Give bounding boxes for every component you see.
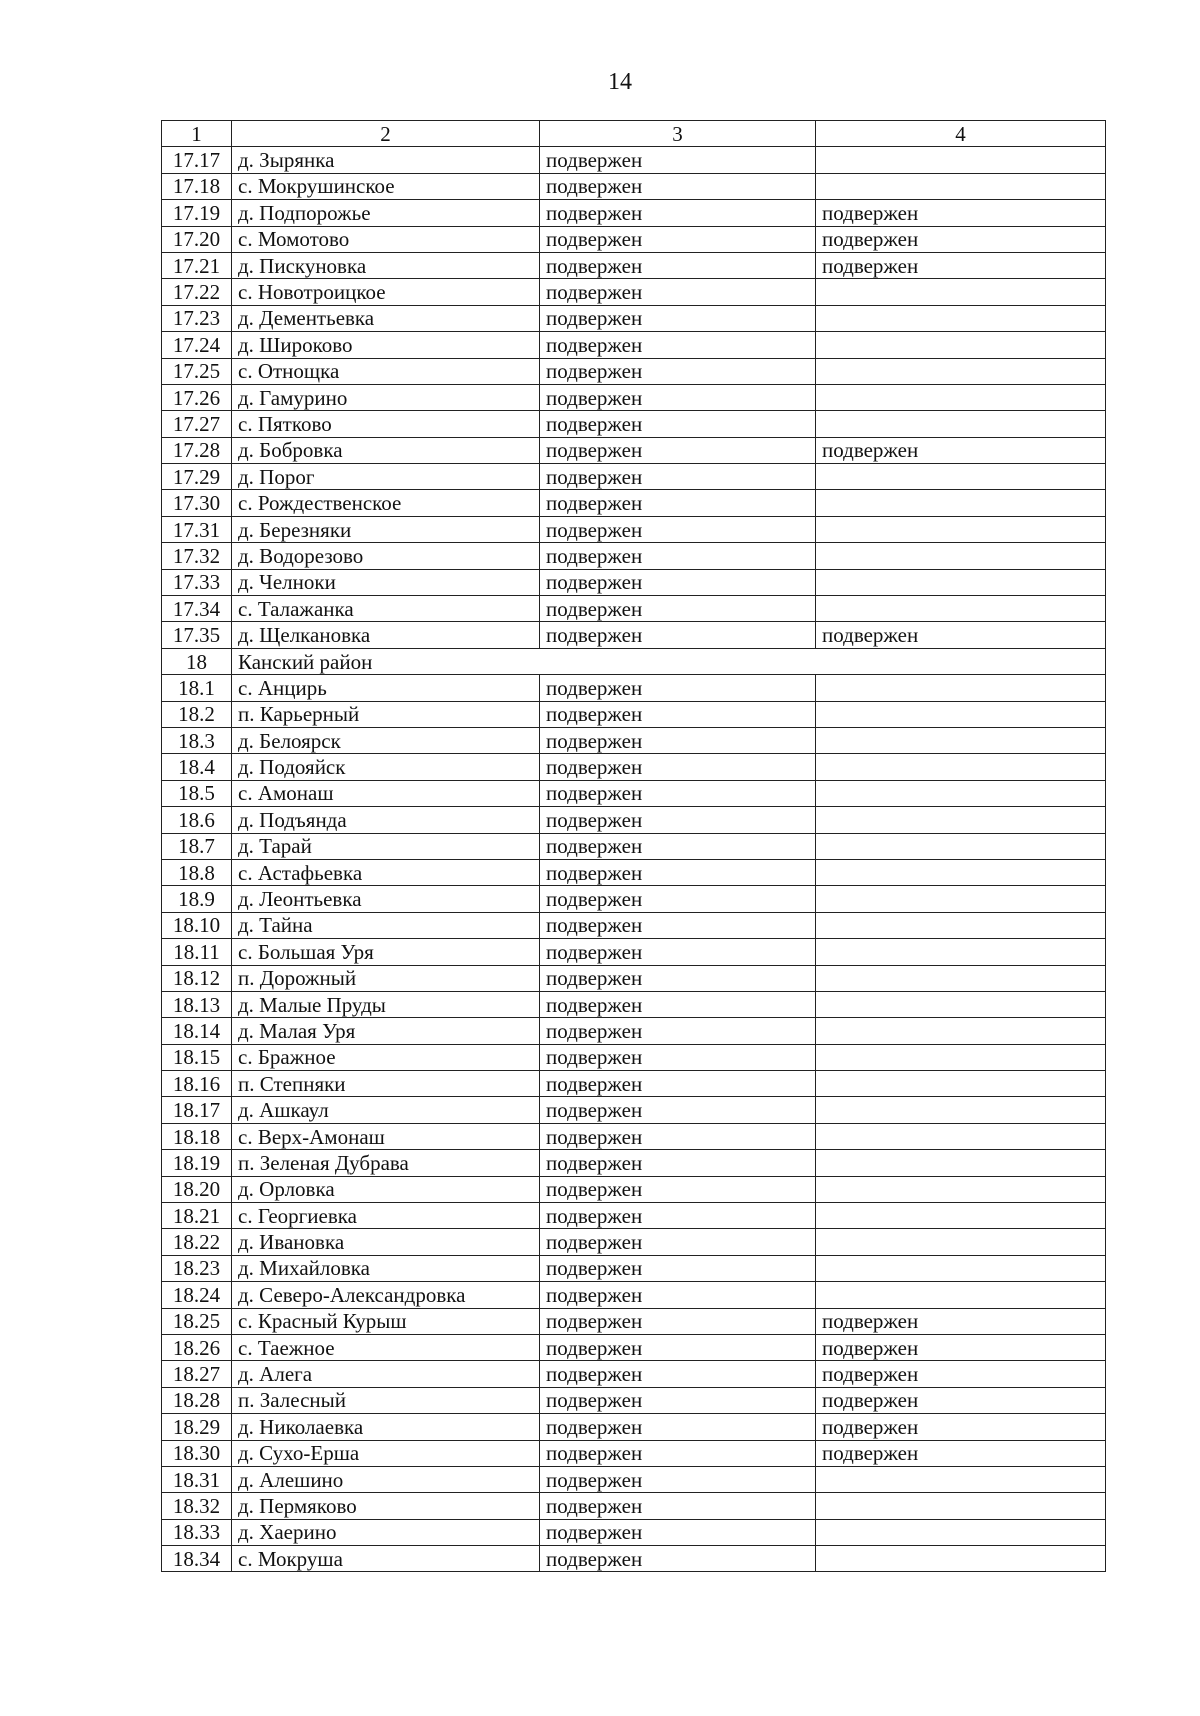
row-number-cell: 18.16 [162, 1071, 232, 1097]
column-3-cell: подвержен [540, 490, 816, 516]
column-4-cell [816, 965, 1106, 991]
column-3-cell: подвержен [540, 1414, 816, 1440]
column-4-cell [816, 543, 1106, 569]
table-row [162, 437, 1106, 463]
column-3-cell: подвержен [540, 886, 816, 912]
row-number-cell: 18.27 [162, 1361, 232, 1387]
column-4-cell [816, 754, 1106, 780]
column-4-cell [816, 279, 1106, 305]
settlement-cell: с. Мокруша [232, 1546, 540, 1572]
column-4-cell [816, 807, 1106, 833]
row-number-cell: 18.10 [162, 912, 232, 938]
settlement-cell: д. Тайна [232, 912, 540, 938]
column-3-cell: подвержен [540, 279, 816, 305]
table-row [162, 569, 1106, 595]
column-3-cell: подвержен [540, 1519, 816, 1545]
column-3-cell: подвержен [540, 1097, 816, 1123]
settlement-cell: п. Степняки [232, 1071, 540, 1097]
settlement-cell: п. Карьерный [232, 701, 540, 727]
column-4-cell [816, 1018, 1106, 1044]
column-4-cell: подвержен [816, 200, 1106, 226]
table-row [162, 1308, 1106, 1334]
column-4-cell [816, 1282, 1106, 1308]
column-3-cell: подвержен [540, 1123, 816, 1149]
row-number-cell: 18.12 [162, 965, 232, 991]
column-4-cell [816, 833, 1106, 859]
header-cell-4: 4 [816, 121, 1106, 147]
column-3-cell: подвержен [540, 991, 816, 1017]
row-number-cell: 18.25 [162, 1308, 232, 1334]
settlement-cell: с. Новотроицкое [232, 279, 540, 305]
column-3-cell: подвержен [540, 1203, 816, 1229]
table-row [162, 1097, 1106, 1123]
column-4-cell: подвержен [816, 1334, 1106, 1360]
settlement-cell: д. Пискуновка [232, 252, 540, 278]
table-row [162, 1493, 1106, 1519]
column-3-cell: подвержен [540, 147, 816, 173]
settlement-cell: с. Таежное [232, 1334, 540, 1360]
column-3-cell: подвержен [540, 543, 816, 569]
column-3-cell: подвержен [540, 1546, 816, 1572]
table-row [162, 226, 1106, 252]
column-3-cell: подвержен [540, 1361, 816, 1387]
table-row [162, 200, 1106, 226]
column-3-cell: подвержен [540, 622, 816, 648]
settlement-cell: с. Красный Курыш [232, 1308, 540, 1334]
column-3-cell: подвержен [540, 727, 816, 753]
column-4-cell [816, 147, 1106, 173]
settlement-cell: с. Талажанка [232, 596, 540, 622]
table-row [162, 173, 1106, 199]
column-4-cell [816, 384, 1106, 410]
settlement-cell: п. Залесный [232, 1387, 540, 1413]
table-row [162, 305, 1106, 331]
column-3-cell: подвержен [540, 754, 816, 780]
row-number-cell: 17.21 [162, 252, 232, 278]
table-row [162, 1255, 1106, 1281]
column-4-cell [816, 1203, 1106, 1229]
column-3-cell: подвержен [540, 1044, 816, 1070]
row-number-cell: 18.4 [162, 754, 232, 780]
row-number-cell: 18.28 [162, 1387, 232, 1413]
column-3-cell: подвержен [540, 200, 816, 226]
row-number-cell: 18.13 [162, 991, 232, 1017]
row-number-cell: 17.29 [162, 464, 232, 490]
column-4-cell [816, 1176, 1106, 1202]
table-row [162, 252, 1106, 278]
column-3-cell: подвержен [540, 1308, 816, 1334]
row-number-cell: 18.30 [162, 1440, 232, 1466]
column-4-cell [816, 648, 1106, 674]
settlement-cell: д. Зырянка [232, 147, 540, 173]
settlement-cell: с. Отнощка [232, 358, 540, 384]
settlement-cell: д. Малая Уря [232, 1018, 540, 1044]
settlement-cell: д. Подъянда [232, 807, 540, 833]
column-4-cell: подвержен [816, 1414, 1106, 1440]
row-number-cell: 17.17 [162, 147, 232, 173]
column-3-cell: подвержен [540, 516, 816, 542]
table-row [162, 1361, 1106, 1387]
header-cell-3: 3 [540, 121, 816, 147]
column-3-cell: подвержен [540, 1282, 816, 1308]
table-row [162, 543, 1106, 569]
column-3-cell: подвержен [540, 305, 816, 331]
column-4-cell [816, 939, 1106, 965]
table-row [162, 807, 1106, 833]
row-number-cell: 18.17 [162, 1097, 232, 1123]
settlement-cell: д. Порог [232, 464, 540, 490]
column-4-cell [816, 1150, 1106, 1176]
column-4-cell [816, 490, 1106, 516]
row-number-cell: 18.14 [162, 1018, 232, 1044]
settlement-cell: с. Пятково [232, 411, 540, 437]
column-4-cell: подвержен [816, 226, 1106, 252]
table-row [162, 622, 1106, 648]
row-number-cell: 17.22 [162, 279, 232, 305]
settlement-cell: д. Челноки [232, 569, 540, 595]
header-cell-2: 2 [232, 121, 540, 147]
row-number-cell: 17.27 [162, 411, 232, 437]
table-row [162, 701, 1106, 727]
settlement-cell: д. Белоярск [232, 727, 540, 753]
settlement-cell: Канский район [232, 648, 540, 674]
table-row [162, 912, 1106, 938]
settlements-table [161, 120, 1106, 1572]
column-3-cell: подвержен [540, 384, 816, 410]
column-4-cell [816, 1123, 1106, 1149]
column-3-cell: подвержен [540, 965, 816, 991]
table-row [162, 780, 1106, 806]
table-row [162, 1018, 1106, 1044]
row-number-cell: 17.24 [162, 332, 232, 358]
table-row [162, 1414, 1106, 1440]
column-3-cell: подвержен [540, 1466, 816, 1492]
column-4-cell [816, 1493, 1106, 1519]
table-row [162, 1123, 1106, 1149]
row-number-cell: 17.20 [162, 226, 232, 252]
column-3-cell: подвержен [540, 833, 816, 859]
settlement-cell: д. Николаевка [232, 1414, 540, 1440]
column-4-cell [816, 305, 1106, 331]
row-number-cell: 17.28 [162, 437, 232, 463]
column-3-cell: подвержен [540, 1176, 816, 1202]
settlement-cell: д. Пермяково [232, 1493, 540, 1519]
row-number-cell: 17.34 [162, 596, 232, 622]
row-number-cell: 17.32 [162, 543, 232, 569]
column-3-cell: подвержен [540, 596, 816, 622]
table-row [162, 1071, 1106, 1097]
row-number-cell: 18.20 [162, 1176, 232, 1202]
column-3-cell: подвержен [540, 939, 816, 965]
table-row [162, 675, 1106, 701]
row-number-cell: 18.15 [162, 1044, 232, 1070]
column-4-cell [816, 516, 1106, 542]
row-number-cell: 17.25 [162, 358, 232, 384]
column-3-cell: подвержен [540, 437, 816, 463]
table-row [162, 1150, 1106, 1176]
table-row [162, 859, 1106, 885]
row-number-cell: 18.5 [162, 780, 232, 806]
settlement-cell: с. Астафьевка [232, 859, 540, 885]
column-4-cell [816, 1229, 1106, 1255]
column-3-cell: подвержен [540, 1440, 816, 1466]
settlement-cell: д. Подояйск [232, 754, 540, 780]
table-row [162, 1387, 1106, 1413]
row-number-cell: 18.19 [162, 1150, 232, 1176]
column-4-cell [816, 1255, 1106, 1281]
row-number-cell: 18.26 [162, 1334, 232, 1360]
table-row [162, 727, 1106, 753]
column-3-cell: подвержен [540, 226, 816, 252]
row-number-cell: 17.19 [162, 200, 232, 226]
row-number-cell: 18.29 [162, 1414, 232, 1440]
settlement-cell: с. Рождественское [232, 490, 540, 516]
column-3-cell: подвержен [540, 912, 816, 938]
table-row [162, 384, 1106, 410]
table-row [162, 1229, 1106, 1255]
column-4-cell: подвержен [816, 1440, 1106, 1466]
row-number-cell: 17.31 [162, 516, 232, 542]
column-4-cell [816, 727, 1106, 753]
column-4-cell: подвержен [816, 622, 1106, 648]
column-4-cell [816, 886, 1106, 912]
table-row [162, 648, 1106, 674]
row-number-cell: 18.34 [162, 1546, 232, 1572]
column-3-cell [540, 648, 816, 674]
settlement-cell: д. Сухо-Ерша [232, 1440, 540, 1466]
settlement-cell: с. Мокрушинское [232, 173, 540, 199]
column-3-cell: подвержен [540, 1071, 816, 1097]
column-4-cell [816, 780, 1106, 806]
settlement-cell: д. Гамурино [232, 384, 540, 410]
column-4-cell [816, 358, 1106, 384]
column-3-cell: подвержен [540, 859, 816, 885]
column-4-cell: подвержен [816, 1387, 1106, 1413]
row-number-cell: 18.8 [162, 859, 232, 885]
row-number-cell: 18.7 [162, 833, 232, 859]
column-3-cell: подвержен [540, 1018, 816, 1044]
column-4-cell [816, 675, 1106, 701]
settlement-cell: д. Леонтьевка [232, 886, 540, 912]
column-3-cell: подвержен [540, 1255, 816, 1281]
column-3-cell: подвержен [540, 464, 816, 490]
table-row [162, 1466, 1106, 1492]
table-row [162, 991, 1106, 1017]
table-row [162, 516, 1106, 542]
table-row [162, 596, 1106, 622]
column-4-cell [816, 173, 1106, 199]
column-3-cell: подвержен [540, 701, 816, 727]
column-4-cell [816, 1097, 1106, 1123]
table-row [162, 1546, 1106, 1572]
table-row [162, 1282, 1106, 1308]
row-number-cell: 17.33 [162, 569, 232, 595]
row-number-cell: 18.3 [162, 727, 232, 753]
settlement-cell: д. Широково [232, 332, 540, 358]
settlement-cell: д. Алега [232, 1361, 540, 1387]
column-4-cell [816, 1466, 1106, 1492]
row-number-cell: 18.21 [162, 1203, 232, 1229]
settlement-cell: с. Георгиевка [232, 1203, 540, 1229]
row-number-cell: 18.31 [162, 1466, 232, 1492]
settlement-cell: д. Подпорожье [232, 200, 540, 226]
row-number-cell: 18.9 [162, 886, 232, 912]
row-number-cell: 18.11 [162, 939, 232, 965]
table-row [162, 279, 1106, 305]
column-3-cell: подвержен [540, 1150, 816, 1176]
row-number-cell: 18 [162, 648, 232, 674]
table-row [162, 1440, 1106, 1466]
row-number-cell: 18.22 [162, 1229, 232, 1255]
table-row [162, 464, 1106, 490]
row-number-cell: 18.24 [162, 1282, 232, 1308]
column-4-cell [816, 991, 1106, 1017]
column-4-cell: подвержен [816, 252, 1106, 278]
column-3-cell: подвержен [540, 675, 816, 701]
settlement-cell: п. Зеленая Дубрава [232, 1150, 540, 1176]
column-3-cell: подвержен [540, 173, 816, 199]
row-number-cell: 18.6 [162, 807, 232, 833]
settlement-cell: с. Верх-Амонаш [232, 1123, 540, 1149]
column-4-cell: подвержен [816, 437, 1106, 463]
settlement-cell: д. Хаерино [232, 1519, 540, 1545]
column-4-cell [816, 332, 1106, 358]
column-4-cell [816, 859, 1106, 885]
settlement-cell: д. Щелкановка [232, 622, 540, 648]
table-row [162, 754, 1106, 780]
column-3-cell: подвержен [540, 1229, 816, 1255]
column-3-cell: подвержен [540, 1334, 816, 1360]
table-row [162, 332, 1106, 358]
column-3-cell: подвержен [540, 358, 816, 384]
column-4-cell [816, 1519, 1106, 1545]
row-number-cell: 17.26 [162, 384, 232, 410]
column-3-cell: подвержен [540, 780, 816, 806]
row-number-cell: 17.18 [162, 173, 232, 199]
column-4-cell [816, 464, 1106, 490]
column-3-cell: подвержен [540, 332, 816, 358]
settlement-cell: д. Северо-Александровка [232, 1282, 540, 1308]
column-3-cell: подвержен [540, 807, 816, 833]
settlement-cell: д. Тарай [232, 833, 540, 859]
settlement-cell: д. Ивановка [232, 1229, 540, 1255]
table-row [162, 490, 1106, 516]
table-row [162, 1044, 1106, 1070]
table-row [162, 1334, 1106, 1360]
settlement-cell: п. Дорожный [232, 965, 540, 991]
settlement-cell: д. Ашкаул [232, 1097, 540, 1123]
column-3-cell: подвержен [540, 411, 816, 437]
column-3-cell: подвержен [540, 1387, 816, 1413]
column-4-cell [816, 912, 1106, 938]
row-number-cell: 18.32 [162, 1493, 232, 1519]
header-cell-1: 1 [162, 121, 232, 147]
column-4-cell [816, 701, 1106, 727]
settlement-cell: д. Березняки [232, 516, 540, 542]
table-row [162, 147, 1106, 173]
settlement-cell: д. Орловка [232, 1176, 540, 1202]
table-header-row [162, 121, 1106, 147]
settlement-cell: д. Малые Пруды [232, 991, 540, 1017]
row-number-cell: 17.23 [162, 305, 232, 331]
column-4-cell [816, 569, 1106, 595]
table-row [162, 939, 1106, 965]
column-4-cell: подвержен [816, 1361, 1106, 1387]
settlement-cell: с. Анцирь [232, 675, 540, 701]
column-4-cell [816, 1071, 1106, 1097]
settlement-cell: д. Водорезово [232, 543, 540, 569]
settlement-cell: с. Момотово [232, 226, 540, 252]
column-3-cell: подвержен [540, 1493, 816, 1519]
table-row [162, 965, 1106, 991]
table-row [162, 1203, 1106, 1229]
column-4-cell: подвержен [816, 1308, 1106, 1334]
settlement-cell: д. Михайловка [232, 1255, 540, 1281]
row-number-cell: 17.30 [162, 490, 232, 516]
table-row [162, 886, 1106, 912]
row-number-cell: 18.1 [162, 675, 232, 701]
column-4-cell [816, 411, 1106, 437]
column-3-cell: подвержен [540, 252, 816, 278]
table-body [162, 121, 1106, 1572]
column-3-cell: подвержен [540, 569, 816, 595]
settlement-cell: с. Амонаш [232, 780, 540, 806]
settlement-cell: д. Дементьевка [232, 305, 540, 331]
column-4-cell [816, 596, 1106, 622]
settlement-cell: д. Алешино [232, 1466, 540, 1492]
table-row [162, 1176, 1106, 1202]
row-number-cell: 18.2 [162, 701, 232, 727]
settlement-cell: с. Бражное [232, 1044, 540, 1070]
table-row [162, 1519, 1106, 1545]
row-number-cell: 18.18 [162, 1123, 232, 1149]
row-number-cell: 18.33 [162, 1519, 232, 1545]
table-row [162, 833, 1106, 859]
row-number-cell: 18.23 [162, 1255, 232, 1281]
table-row [162, 411, 1106, 437]
column-4-cell [816, 1546, 1106, 1572]
table-row [162, 358, 1106, 384]
settlement-cell: д. Бобровка [232, 437, 540, 463]
row-number-cell: 17.35 [162, 622, 232, 648]
page-number: 14 [608, 69, 632, 95]
settlement-cell: с. Большая Уря [232, 939, 540, 965]
column-4-cell [816, 1044, 1106, 1070]
